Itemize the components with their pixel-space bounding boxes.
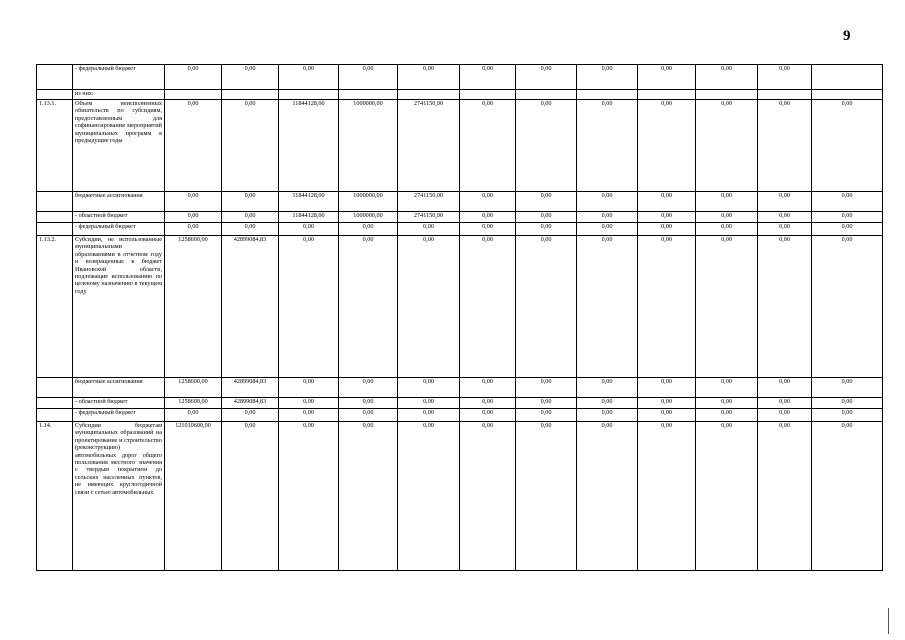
value-cell: 0,00 bbox=[758, 378, 812, 398]
value-cell: 0,00 bbox=[812, 398, 883, 409]
value-cell: 0,00 bbox=[696, 65, 758, 90]
value-cell: 0,00 bbox=[638, 378, 696, 398]
row-code bbox=[37, 378, 73, 398]
value-cell bbox=[165, 90, 222, 100]
value-cell bbox=[638, 90, 696, 100]
value-cell: 0,00 bbox=[696, 100, 758, 192]
value-cell: 2741150,00 bbox=[398, 100, 460, 192]
value-cell: 0,00 bbox=[812, 236, 883, 378]
value-cell: 0,00 bbox=[398, 378, 460, 398]
value-cell: 0,00 bbox=[696, 409, 758, 422]
value-cell: 0,00 bbox=[516, 65, 577, 90]
value-cell: 0,00 bbox=[696, 192, 758, 212]
value-cell: 0,00 bbox=[279, 236, 339, 378]
value-cell: 0,00 bbox=[812, 212, 883, 223]
value-cell: 0,00 bbox=[577, 100, 638, 192]
value-cell: 0,00 bbox=[398, 409, 460, 422]
value-cell: 0,00 bbox=[638, 192, 696, 212]
value-cell: 0,00 bbox=[165, 65, 222, 90]
value-cell bbox=[398, 90, 460, 100]
value-cell: 0,00 bbox=[812, 100, 883, 192]
table-row bbox=[37, 90, 883, 100]
value-cell: 0,00 bbox=[222, 65, 279, 90]
value-cell: 0,00 bbox=[638, 212, 696, 223]
value-cell bbox=[758, 90, 812, 100]
value-cell: 0,00 bbox=[165, 100, 222, 192]
value-cell: 11844128,00 bbox=[279, 192, 339, 212]
row-name: - областной бюджет bbox=[73, 212, 165, 223]
value-cell: 0,00 bbox=[222, 223, 279, 236]
value-cell bbox=[812, 65, 883, 90]
value-cell: 0,00 bbox=[339, 236, 398, 378]
value-cell: 0,00 bbox=[165, 192, 222, 212]
row-code bbox=[37, 65, 73, 90]
value-cell: 0,00 bbox=[758, 192, 812, 212]
value-cell: 0,00 bbox=[638, 398, 696, 409]
row-name: - областной бюджет bbox=[73, 398, 165, 409]
value-cell: 0,00 bbox=[758, 223, 812, 236]
value-cell bbox=[516, 90, 577, 100]
value-cell: 0,00 bbox=[516, 398, 577, 409]
value-cell: 0,00 bbox=[696, 223, 758, 236]
row-name: - федеральный бюджет bbox=[73, 223, 165, 236]
value-cell: 0,00 bbox=[339, 223, 398, 236]
value-cell: 0,00 bbox=[460, 236, 516, 378]
value-cell: 0,00 bbox=[516, 100, 577, 192]
value-cell: 0,00 bbox=[758, 236, 812, 378]
value-cell: 1258600,00 bbox=[165, 398, 222, 409]
value-cell: 0,00 bbox=[812, 192, 883, 212]
value-cell: 0,00 bbox=[696, 422, 758, 571]
value-cell: 0,00 bbox=[339, 378, 398, 398]
scan-mark bbox=[888, 608, 889, 634]
value-cell: 42899084,83 bbox=[222, 236, 279, 378]
row-name: из них: bbox=[73, 90, 165, 100]
value-cell: 0,00 bbox=[398, 223, 460, 236]
value-cell: 0,00 bbox=[516, 409, 577, 422]
value-cell: 0,00 bbox=[758, 409, 812, 422]
value-cell: 0,00 bbox=[279, 378, 339, 398]
value-cell: 0,00 bbox=[339, 409, 398, 422]
value-cell: 0,00 bbox=[758, 100, 812, 192]
value-cell: 0,00 bbox=[460, 100, 516, 192]
value-cell: 0,00 bbox=[577, 223, 638, 236]
table-row bbox=[37, 236, 883, 378]
table-row bbox=[37, 409, 883, 422]
value-cell: 0,00 bbox=[577, 422, 638, 571]
value-cell: 0,00 bbox=[222, 422, 279, 571]
value-cell: 0,00 bbox=[638, 236, 696, 378]
row-name: Объем неисполненных обязательств по субсидиям, предоставленным для софинансирования мероприятий муниципальных программ в предыдущие годы bbox=[73, 100, 165, 192]
value-cell: 0,00 bbox=[339, 422, 398, 571]
value-cell: 0,00 bbox=[460, 378, 516, 398]
value-cell: 0,00 bbox=[696, 378, 758, 398]
table-row bbox=[37, 398, 883, 409]
value-cell: 1000000,00 bbox=[339, 212, 398, 223]
value-cell: 0,00 bbox=[222, 192, 279, 212]
value-cell: 2741150,00 bbox=[398, 212, 460, 223]
row-code bbox=[37, 212, 73, 223]
value-cell: 0,00 bbox=[638, 100, 696, 192]
value-cell: 11844128,00 bbox=[279, 212, 339, 223]
value-cell: 0,00 bbox=[758, 212, 812, 223]
value-cell: 0,00 bbox=[577, 378, 638, 398]
value-cell: 0,00 bbox=[516, 378, 577, 398]
value-cell: 0,00 bbox=[577, 236, 638, 378]
value-cell: 0,00 bbox=[638, 65, 696, 90]
row-name: - федеральный бюджет bbox=[73, 65, 165, 90]
value-cell: 0,00 bbox=[696, 236, 758, 378]
value-cell: 0,00 bbox=[398, 236, 460, 378]
row-code: 1.13.2. bbox=[37, 236, 73, 378]
row-name: бюджетные ассигнования bbox=[73, 192, 165, 212]
value-cell: 0,00 bbox=[460, 422, 516, 571]
value-cell: 1000000,00 bbox=[339, 100, 398, 192]
value-cell: 0,00 bbox=[279, 409, 339, 422]
value-cell: 0,00 bbox=[222, 212, 279, 223]
row-name: Субсидии бюджетам муниципальных образований на проектирование и строительство (реконструкцию) автомобильных дорог общего пользования местного значения с твердым покрытием до сельских населенных пунктов, не имеющих круглогодичной связи с сетью автомобильных bbox=[73, 422, 165, 571]
value-cell: 0,00 bbox=[638, 223, 696, 236]
table-row bbox=[37, 422, 883, 571]
value-cell: 42899084,83 bbox=[222, 398, 279, 409]
value-cell: 0,00 bbox=[279, 223, 339, 236]
value-cell: 0,00 bbox=[758, 422, 812, 571]
value-cell: 0,00 bbox=[165, 212, 222, 223]
value-cell: 0,00 bbox=[577, 65, 638, 90]
value-cell: 0,00 bbox=[577, 212, 638, 223]
value-cell: 0,00 bbox=[516, 223, 577, 236]
value-cell: 0,00 bbox=[460, 65, 516, 90]
value-cell: 0,00 bbox=[812, 422, 883, 571]
value-cell: 0,00 bbox=[460, 223, 516, 236]
value-cell: 0,00 bbox=[577, 398, 638, 409]
value-cell: 0,00 bbox=[516, 192, 577, 212]
page-number: 9 bbox=[843, 28, 851, 44]
value-cell: 1258600,00 bbox=[165, 378, 222, 398]
table-row bbox=[37, 65, 883, 90]
value-cell: 0,00 bbox=[812, 223, 883, 236]
value-cell: 11844128,00 bbox=[279, 100, 339, 192]
value-cell: 0,00 bbox=[577, 192, 638, 212]
value-cell bbox=[696, 90, 758, 100]
value-cell: 0,00 bbox=[165, 223, 222, 236]
value-cell bbox=[222, 90, 279, 100]
value-cell: 0,00 bbox=[516, 422, 577, 571]
value-cell bbox=[339, 90, 398, 100]
value-cell bbox=[279, 90, 339, 100]
row-name: - федеральный бюджет bbox=[73, 409, 165, 422]
value-cell: 0,00 bbox=[758, 65, 812, 90]
row-code bbox=[37, 398, 73, 409]
value-cell: 0,00 bbox=[398, 422, 460, 571]
value-cell: 0,00 bbox=[339, 65, 398, 90]
value-cell: 0,00 bbox=[696, 212, 758, 223]
row-code: 1.13.1. bbox=[37, 100, 73, 192]
value-cell: 0,00 bbox=[812, 378, 883, 398]
value-cell: 0,00 bbox=[516, 236, 577, 378]
value-cell: 0,00 bbox=[279, 65, 339, 90]
value-cell: 1000000,00 bbox=[339, 192, 398, 212]
value-cell: 0,00 bbox=[460, 212, 516, 223]
value-cell: 0,00 bbox=[460, 409, 516, 422]
value-cell bbox=[460, 90, 516, 100]
value-cell: 0,00 bbox=[222, 409, 279, 422]
value-cell: 0,00 bbox=[696, 398, 758, 409]
value-cell: 0,00 bbox=[638, 409, 696, 422]
value-cell: 0,00 bbox=[577, 409, 638, 422]
table-row bbox=[37, 212, 883, 223]
value-cell: 0,00 bbox=[339, 398, 398, 409]
row-name: Субсидии, не использованные муниципальными образованиями в отчетном году и возвращенные в бюджет Ивановской области, подлежащие использованию по целевому назначению в текущем году bbox=[73, 236, 165, 378]
table-row bbox=[37, 100, 883, 192]
value-cell: 0,00 bbox=[812, 409, 883, 422]
row-name: бюджетные ассигнования bbox=[73, 378, 165, 398]
row-code bbox=[37, 409, 73, 422]
value-cell: 121010600,00 bbox=[165, 422, 222, 571]
table-row bbox=[37, 223, 883, 236]
value-cell: 0,00 bbox=[460, 192, 516, 212]
row-code bbox=[37, 90, 73, 100]
table-row bbox=[37, 192, 883, 212]
value-cell: 0,00 bbox=[165, 409, 222, 422]
value-cell: 2741150,00 bbox=[398, 192, 460, 212]
row-code: 1.14. bbox=[37, 422, 73, 571]
value-cell: 0,00 bbox=[279, 422, 339, 571]
value-cell: 0,00 bbox=[222, 100, 279, 192]
value-cell: 42899084,83 bbox=[222, 378, 279, 398]
value-cell: 0,00 bbox=[279, 398, 339, 409]
value-cell: 0,00 bbox=[398, 65, 460, 90]
value-cell: 1258600,00 bbox=[165, 236, 222, 378]
budget-table bbox=[36, 64, 883, 571]
value-cell bbox=[577, 90, 638, 100]
value-cell: 0,00 bbox=[398, 398, 460, 409]
value-cell: 0,00 bbox=[516, 212, 577, 223]
row-code bbox=[37, 223, 73, 236]
row-code bbox=[37, 192, 73, 212]
table-row bbox=[37, 378, 883, 398]
value-cell: 0,00 bbox=[460, 398, 516, 409]
value-cell: 0,00 bbox=[638, 422, 696, 571]
value-cell: 0,00 bbox=[758, 398, 812, 409]
value-cell bbox=[812, 90, 883, 100]
